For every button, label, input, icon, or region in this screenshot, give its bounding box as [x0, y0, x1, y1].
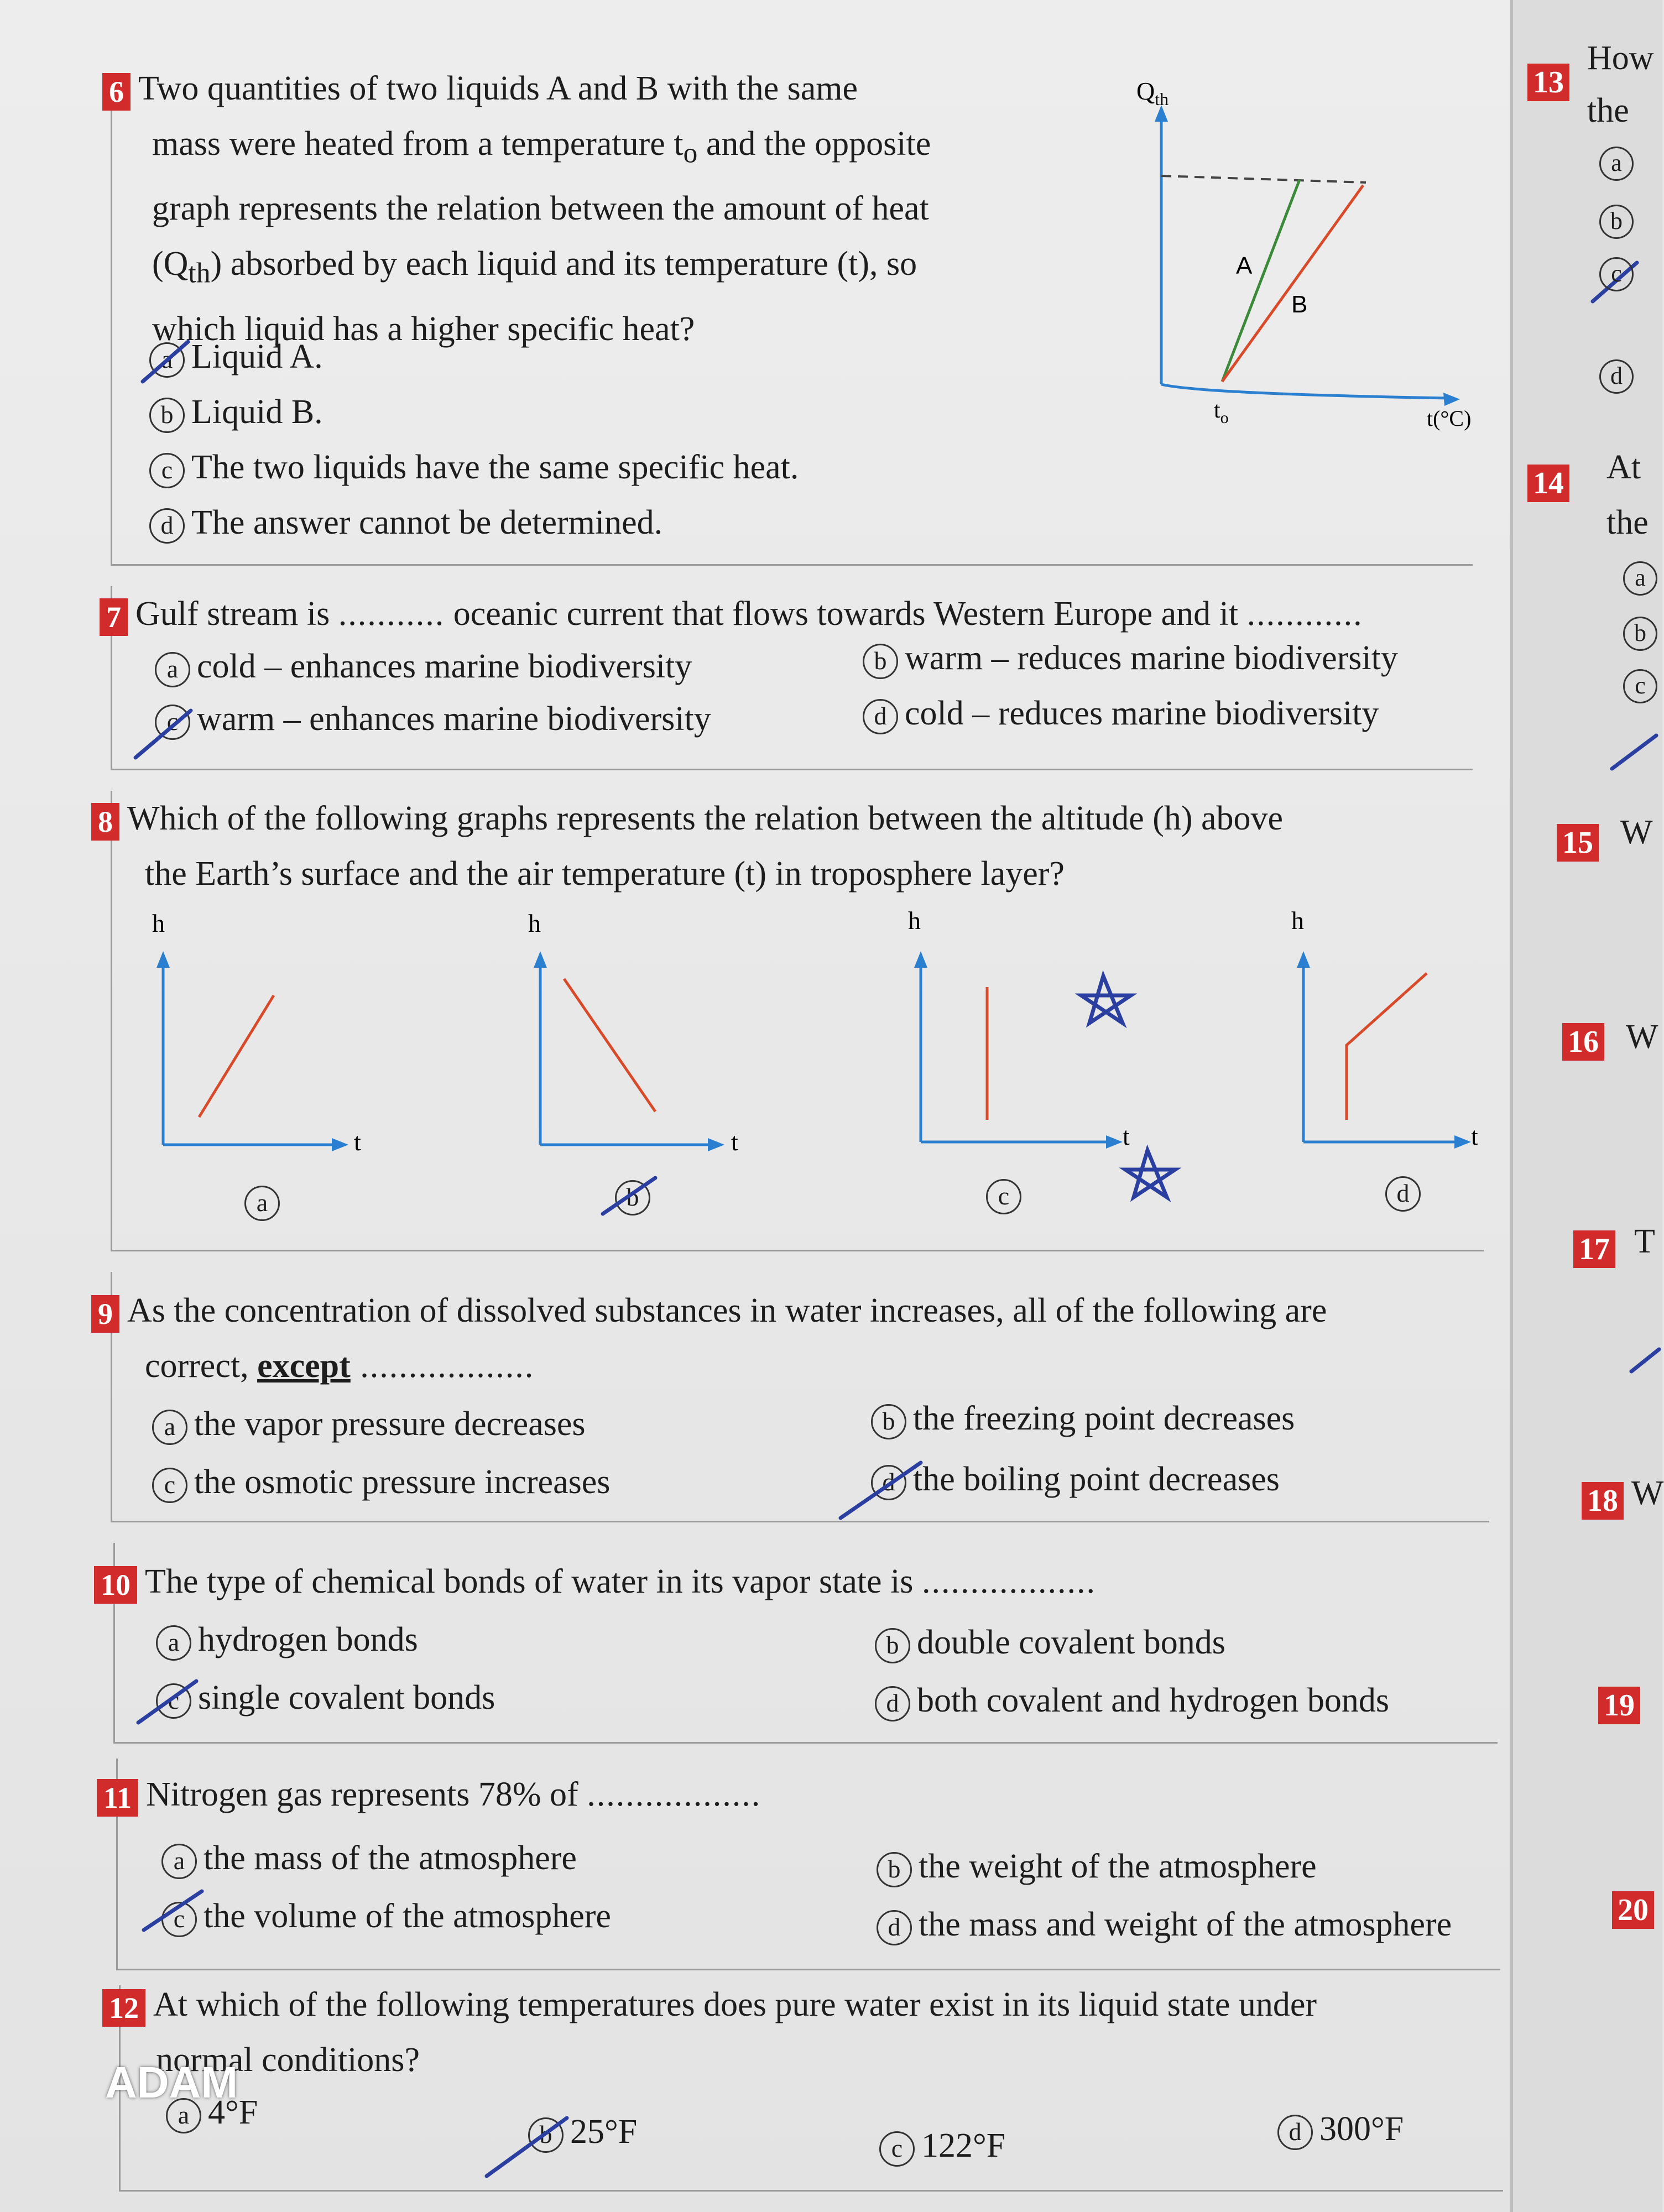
q6-line2: mass were heated from a temperature $t_o$ and the opposite	[152, 125, 931, 169]
side-q14-number: 14	[1527, 465, 1569, 502]
q7-option-b[interactable]: b warm – reduces marine biodiversity	[863, 636, 1398, 680]
side-q13-text-b: the	[1587, 92, 1629, 129]
pen-strike-q6-a	[143, 342, 188, 382]
option-letter: a	[156, 1625, 191, 1661]
option-letter: a	[155, 652, 190, 687]
axis-label-h: h	[908, 906, 921, 935]
side-q13-text-a: How	[1587, 39, 1654, 77]
option-letter: a	[152, 1410, 187, 1445]
option-letter: b	[528, 2117, 564, 2153]
q6-line3: graph represents the relation between the amount of heat	[152, 190, 929, 228]
q6-y-label: $Q_{th}$	[1136, 77, 1169, 109]
side-q13-option-b[interactable]: b	[1599, 205, 1634, 239]
side-q14-option-b[interactable]: b	[1623, 617, 1657, 651]
q6-x-label: t(°C)	[1427, 406, 1472, 431]
option-letter: c	[149, 453, 185, 488]
watermark: ADAM	[105, 2058, 238, 2107]
q9-option-c[interactable]: c the osmotic pressure increases	[152, 1460, 610, 1504]
q7-option-c[interactable]: c warm – enhances marine biodiversity	[155, 697, 711, 741]
option-letter: d	[877, 1910, 912, 1945]
option-letter: c	[879, 2131, 915, 2167]
question-10: 10 The type of chemical bonds of water in its vapor state is ..................	[94, 1554, 1493, 1609]
axis-label-h: h	[528, 909, 541, 937]
question-9: 9 As the concentration of dissolved substances in water increases, all of the following are correct, except ..................	[91, 1283, 1490, 1394]
side-q18-text: W	[1631, 1474, 1664, 1512]
q12-option-c[interactable]: c 122°F	[879, 2124, 1005, 2168]
pen-strike-side-17	[1631, 1349, 1659, 1371]
q9-option-b[interactable]: b the freezing point decreases	[871, 1396, 1295, 1441]
q6-origin-label: $t_o$	[1214, 398, 1229, 427]
q6-line1: 6 Two quantities of two liquids A and B with the same	[102, 61, 1042, 116]
q6-option-a[interactable]: a Liquid A.	[149, 335, 323, 379]
side-q19-number: 19	[1598, 1687, 1640, 1724]
option-letter: b	[871, 1404, 906, 1439]
option-letter: c	[986, 1179, 1021, 1214]
axis-label-t: t	[731, 1128, 738, 1156]
option-letter: a	[161, 1844, 197, 1879]
q11-number: 11	[97, 1779, 138, 1817]
option-letter: b	[149, 398, 185, 433]
side-q18-number: 18	[1582, 1482, 1624, 1520]
q10-option-c[interactable]: c single covalent bonds	[156, 1676, 495, 1720]
side-q13-number: 13	[1527, 64, 1569, 101]
pen-strike-q12-b	[487, 2118, 567, 2176]
q6-line4: $(Q_{th})$ absorbed by each liquid and its temperature (t), so	[152, 245, 917, 289]
option-letter: a	[244, 1186, 280, 1221]
axis-label-t: t	[354, 1128, 361, 1156]
option-letter: b	[877, 1852, 912, 1887]
option-letter: c	[155, 705, 190, 740]
q11-option-c[interactable]: c the volume of the atmosphere	[161, 1894, 611, 1938]
q10-option-a[interactable]: a hydrogen bonds	[156, 1618, 418, 1662]
side-q17-text: T	[1634, 1223, 1655, 1260]
q6-option-c[interactable]: c The two liquids have the same specific heat.	[149, 445, 799, 489]
option-letter: c	[152, 1468, 187, 1503]
q10-number: 10	[94, 1566, 137, 1604]
axis-label-t: t	[1123, 1122, 1130, 1150]
q9-option-d[interactable]: d the boiling point decreases	[871, 1457, 1280, 1501]
option-letter: a	[166, 2098, 201, 2133]
q6-label-b: B	[1291, 291, 1308, 318]
pen-strike-q9-d	[841, 1463, 921, 1518]
except-keyword: except	[257, 1347, 351, 1385]
q6-label-a: A	[1236, 252, 1253, 279]
option-letter: c	[156, 1683, 191, 1719]
option-letter: a	[149, 342, 185, 378]
pen-strike-q11-c	[144, 1891, 202, 1930]
side-q13-option-d[interactable]: d	[1599, 359, 1634, 394]
option-letter: d	[871, 1465, 906, 1500]
q12-option-b[interactable]: b 25°F	[528, 2110, 637, 2154]
q6-line5: which liquid has a higher specific heat?	[152, 310, 695, 348]
q11-option-d[interactable]: d the mass and weight of the atmosphere	[877, 1902, 1452, 1947]
side-q16-text: W	[1626, 1018, 1658, 1056]
side-q15-number: 15	[1557, 824, 1599, 862]
q12-option-d[interactable]: d 300°F	[1277, 2107, 1404, 2151]
side-q16-number: 16	[1562, 1023, 1604, 1061]
pen-strike-q10-c	[138, 1681, 196, 1723]
side-q13-option-c[interactable]: c	[1599, 257, 1634, 291]
q11-option-a[interactable]: a the mass of the atmosphere	[161, 1836, 577, 1880]
side-q17-number: 17	[1573, 1230, 1615, 1268]
q8-number: 8	[91, 803, 119, 841]
option-letter: d	[863, 699, 898, 734]
option-letter: b	[875, 1628, 910, 1663]
side-q15-text: W	[1620, 813, 1653, 851]
q9-number: 9	[91, 1295, 119, 1333]
question-7: 7 Gulf stream is ........... oceanic current that flows towards Western Europe and it ............	[100, 586, 1499, 641]
question-8: 8 Which of the following graphs represents the relation between the altitude (h) above the Earth’s surface and the air temperature (t) in troposphere layer?	[91, 791, 1490, 901]
pen-star-2	[1125, 1150, 1175, 1197]
side-q13-option-a[interactable]: a	[1599, 147, 1634, 181]
question-11: 11 Nitrogen gas represents 78% of ..................	[97, 1767, 1496, 1822]
pen-star-1	[1081, 976, 1131, 1023]
question-12: 12 At which of the following temperatures does pure water exist in its liquid state under normal conditions?	[102, 1977, 1501, 2088]
side-q14-option-a[interactable]: a	[1623, 561, 1657, 596]
q12-number: 12	[102, 1989, 145, 2027]
q7-number: 7	[100, 598, 128, 636]
q6-number: 6	[102, 73, 131, 111]
pen-strike-side-14	[1612, 735, 1656, 769]
option-letter: d	[1385, 1176, 1421, 1212]
pen-strike-q8-b	[603, 1178, 655, 1214]
axis-label-t: t	[1471, 1122, 1478, 1150]
option-letter: b	[615, 1180, 650, 1215]
q6-option-d[interactable]: d The answer cannot be determined.	[149, 500, 663, 545]
side-q14-text-a: At	[1606, 448, 1641, 486]
side-q20-number: 20	[1612, 1891, 1654, 1929]
axis-label-h: h	[1291, 906, 1304, 935]
option-letter: c	[161, 1902, 197, 1937]
option-letter: d	[149, 508, 185, 544]
option-letter: b	[863, 644, 898, 679]
q12-option-a[interactable]: a 4°F	[166, 2090, 258, 2135]
q10-option-b[interactable]: b double covalent bonds	[875, 1620, 1225, 1665]
q10-option-d[interactable]: d both covalent and hydrogen bonds	[875, 1678, 1389, 1723]
q11-option-b[interactable]: b the weight of the atmosphere	[877, 1844, 1317, 1888]
option-letter: d	[1277, 2115, 1313, 2150]
side-q14-option-c[interactable]: c	[1623, 669, 1657, 703]
q6-option-b[interactable]: b Liquid B.	[149, 390, 323, 434]
q7-option-a[interactable]: a cold – enhances marine biodiversity	[155, 644, 692, 688]
side-q14-text-b: the	[1606, 504, 1649, 541]
axis-label-h: h	[152, 909, 165, 937]
q7-option-d[interactable]: d cold – reduces marine biodiversity	[863, 691, 1379, 735]
pen-strike-q7-c	[135, 711, 191, 758]
option-letter: d	[875, 1686, 910, 1721]
q9-option-a[interactable]: a the vapor pressure decreases	[152, 1402, 586, 1446]
